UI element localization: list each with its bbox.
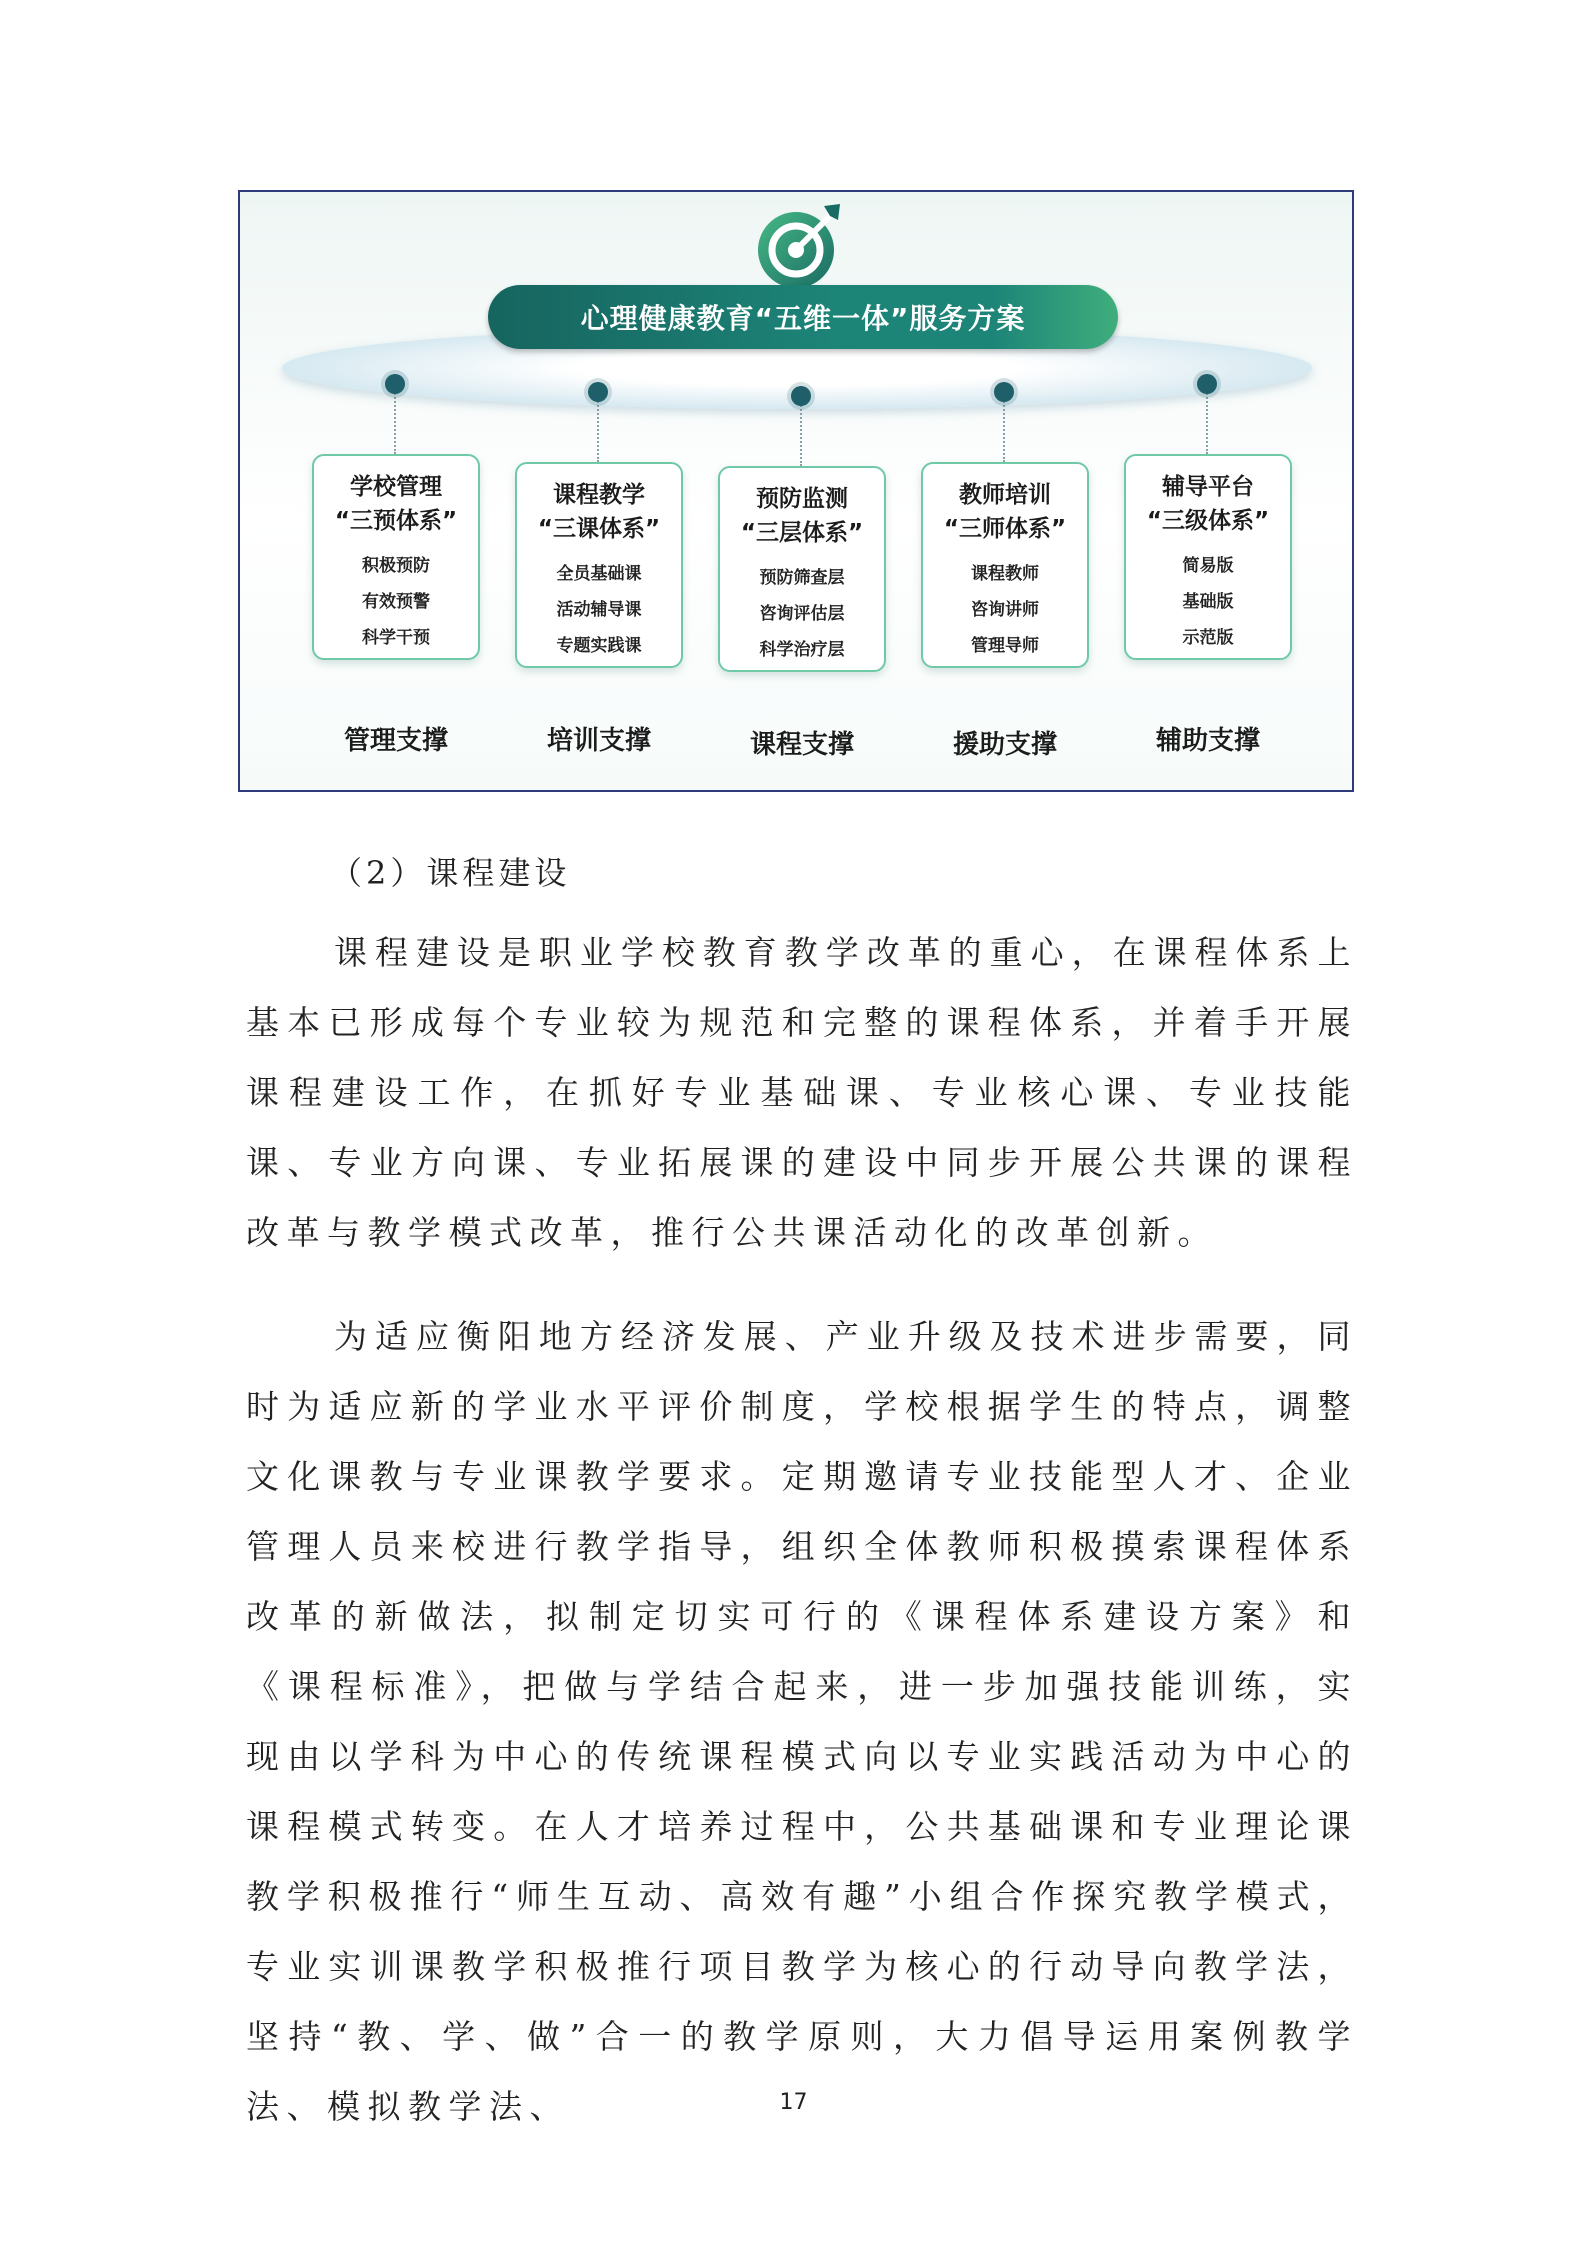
connector-dot bbox=[1197, 374, 1217, 394]
card-prevention-monitoring bbox=[718, 466, 886, 672]
card-title: 预防监测 “三层体系” bbox=[740, 486, 864, 546]
card-title: 教师培训 “三师体系” bbox=[943, 482, 1067, 542]
card-item: 管理导师 bbox=[971, 636, 1039, 656]
page-number: 17 bbox=[779, 2090, 808, 2115]
connector-dot bbox=[588, 382, 608, 402]
support-label: 培训支撑 bbox=[546, 726, 651, 756]
card-item: 示范版 bbox=[1182, 628, 1234, 648]
card-title: 学校管理 “三预体系” bbox=[334, 474, 458, 534]
card-item: 科学干预 bbox=[362, 628, 430, 648]
connector-dot bbox=[994, 382, 1014, 402]
card-guidance-platform bbox=[1124, 454, 1292, 660]
card-item: 咨询讲师 bbox=[971, 600, 1039, 620]
card-title: 课程教学 “三课体系” bbox=[537, 482, 661, 542]
card-item: 基础版 bbox=[1182, 592, 1234, 612]
support-label: 援助支撑 bbox=[952, 730, 1057, 760]
card-item: 预防筛查层 bbox=[759, 568, 845, 588]
card-item: 课程教师 bbox=[971, 564, 1039, 584]
section-heading: （2）课程建设 bbox=[330, 854, 571, 892]
card-item: 积极预防 bbox=[362, 556, 430, 576]
card-item: 咨询评估层 bbox=[759, 604, 845, 624]
paragraph-curriculum-reform: 为适应衡阳地方经济发展、产业升级及技术进步需要，同时为适应新的学业水平评价制度，学校根据学生的特点，调整文化课教与专业课教学要求。定期邀请专业技能型人才、企业管理人员来校进行教学指导，组织全体教师积极摸索课程体系改革的新做法，拟制定切实可行的《课程体系建设方案》和《课程标准》，把做与学结合起来，进一步加强技能训练，实现由以学科为中心的传统课程模式向以专业实践活动为中心的课程模式转变。在人才培养过程中，公共基础课和专业理论课教学积极推行“师生互动、高效有趣”小组合作探究教学模式，专业实训课教学积极推行项目教学为核心的行动导向教学法，坚持“教、学、做”合一的教学原则，大力倡导运用案例教学法、模拟教学法、 bbox=[246, 1317, 1358, 2126]
card-item: 全员基础课 bbox=[556, 564, 642, 584]
connector-dot bbox=[385, 374, 405, 394]
connector-dot bbox=[791, 386, 811, 406]
card-item: 专题实践课 bbox=[556, 636, 642, 656]
target-arrow-icon bbox=[752, 200, 844, 292]
paragraph-course-construction: 课程建设是职业学校教育教学改革的重心，在课程体系上基本已形成每个专业较为规范和完整的课程体系，并着手开展课程建设工作，在抓好专业基础课、专业核心课、专业技能课、专业方向课、专业拓展课的建设中同步开展公共课的课程改革与教学模式改革，推行公共课活动化的改革创新。 bbox=[246, 933, 1358, 1252]
card-school-management bbox=[312, 454, 480, 660]
card-item: 有效预警 bbox=[362, 592, 430, 612]
card-teacher-training bbox=[921, 462, 1089, 668]
card-title: 辅导平台 “三级体系” bbox=[1146, 474, 1270, 534]
card-item: 活动辅导课 bbox=[556, 600, 642, 620]
card-item: 简易版 bbox=[1182, 556, 1234, 576]
support-label: 辅助支撑 bbox=[1155, 726, 1260, 756]
support-label: 管理支撑 bbox=[343, 726, 448, 756]
support-label: 课程支撑 bbox=[749, 730, 854, 760]
card-item: 科学治疗层 bbox=[759, 640, 845, 660]
card-course-teaching bbox=[515, 462, 683, 668]
service-diagram bbox=[238, 190, 1354, 792]
diagram-title: 心理健康教育“五维一体”服务方案 bbox=[488, 285, 1118, 349]
